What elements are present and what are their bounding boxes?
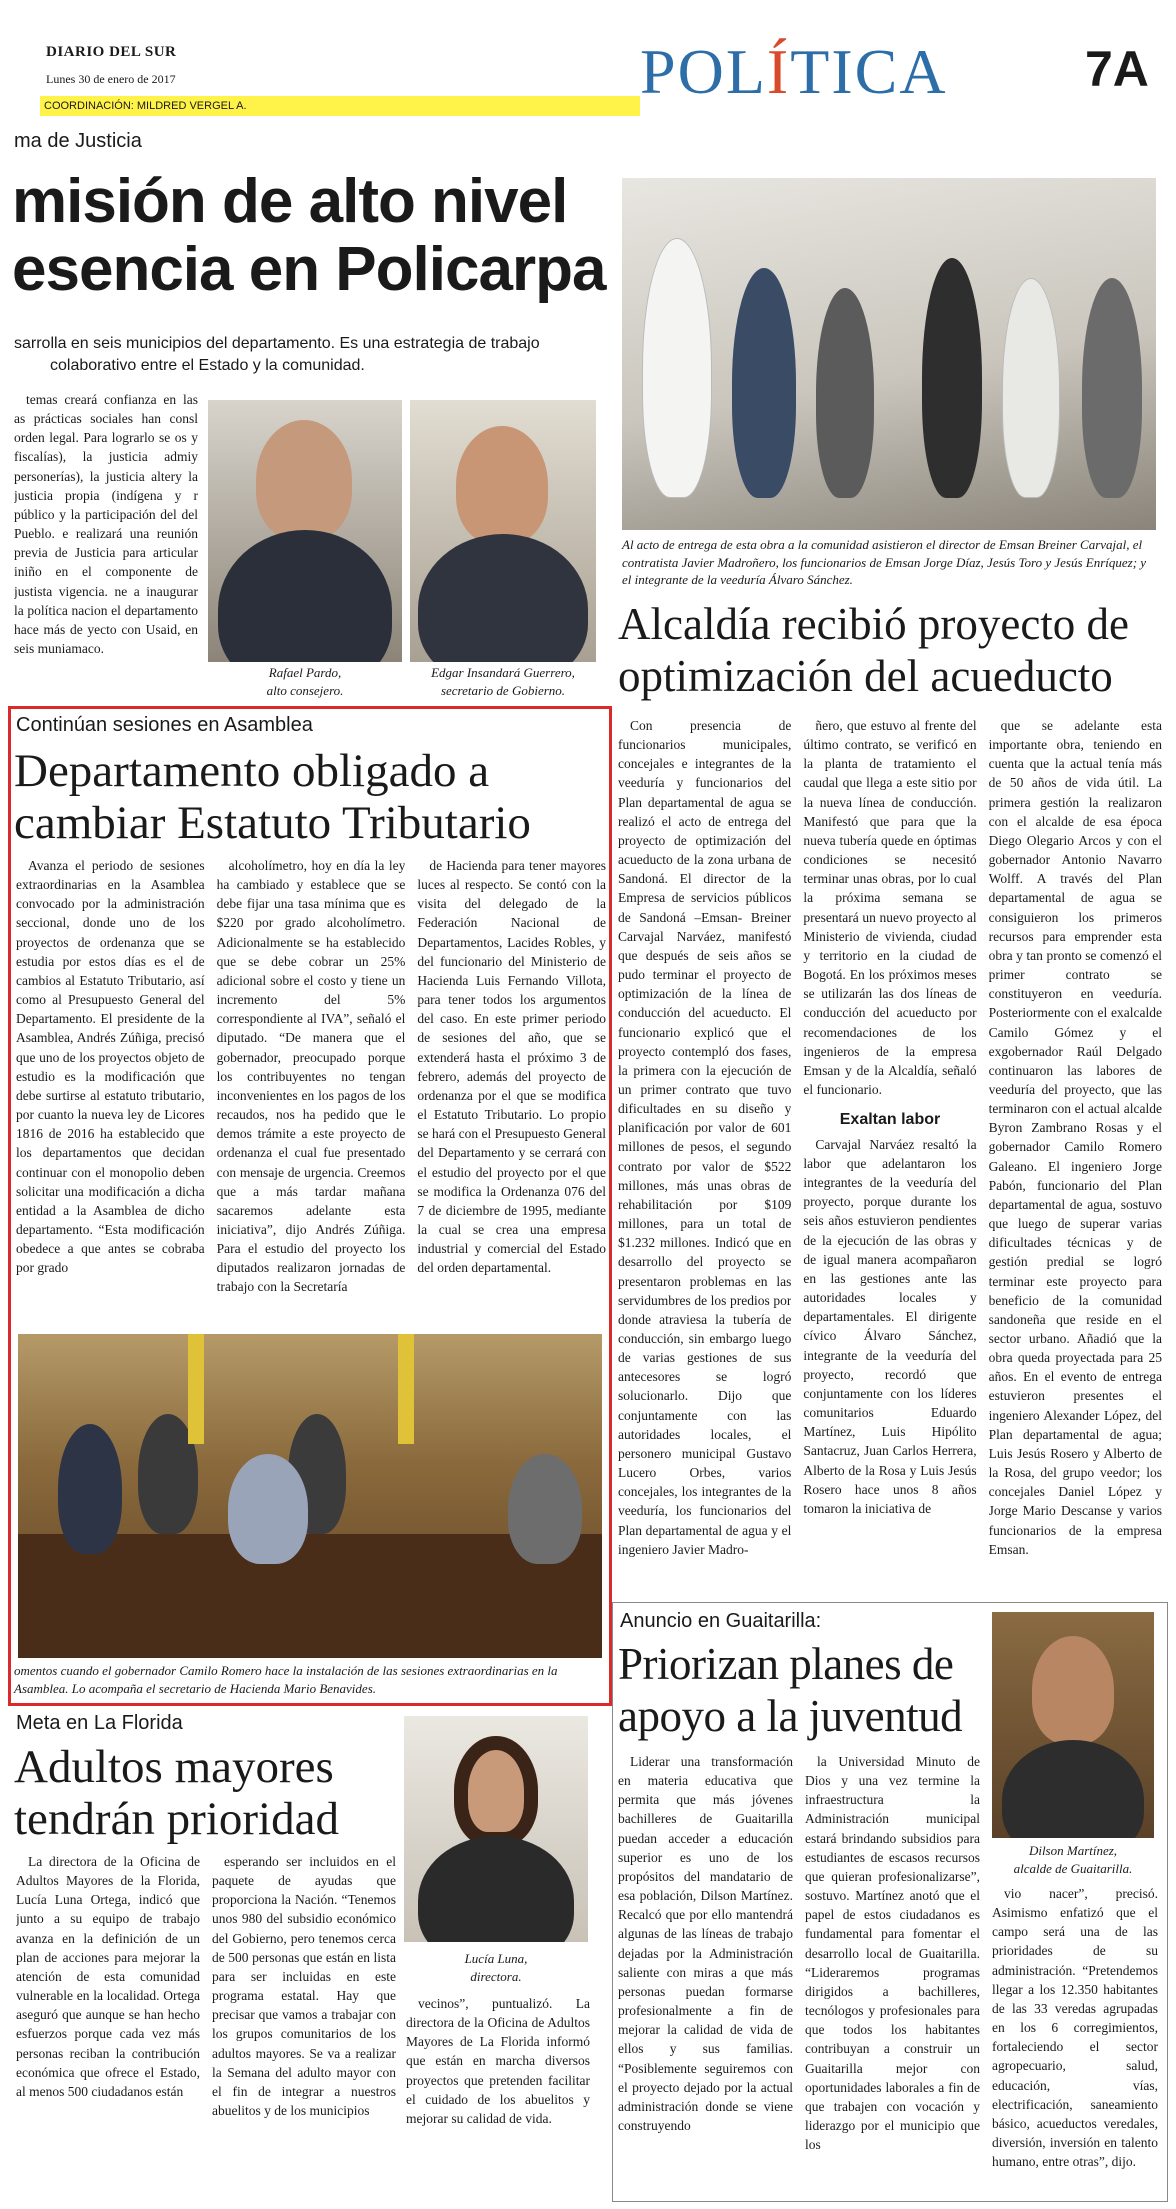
- justicia-subhead-2: colaborativo entre el Estado y la comunidad.: [50, 357, 365, 374]
- acueducto-photo: [622, 178, 1156, 530]
- section-title: POLÍTICA: [640, 36, 948, 107]
- florida-headline-1: Adultos mayores: [14, 1741, 334, 1793]
- coordination-bar: [40, 96, 640, 116]
- acueducto-body: Con presencia de funcionarios municipales, concejales e integrantes de la veeduría y funcionarios del Plan departamental de agua se realizó el acto de entrega del proyecto de optimización del acueducto de la zona urbana de Sandoná. El director de la Empresa de servicios públicos de Sandoná –Emsan- Breiner Carvajal Narváez, manifestó que después de seis años se pudo terminar el proyecto de optimización de la línea de conducción del acueducto. El funcionario explicó que el proyecto contempló dos fases, la primera con la ejecución de un primer contrato que tuvo dificultades en su diseño y planificación por valor de 601 millones de pesos, el segundo contrato por valor de $522 millones, más unas obras de rehabilitación por $109 millones, para un total de $1.232 millones. Indicó que en desarrollo del proyecto se presentaron problemas en las servidumbres de los predios por donde atraviesa la tubería de conducción, sin embargo luego de varias gestiones de sus antecesores se logró solucionarlo. Dijo que conjuntamente con las autoridades locales, el personero municipal Gustavo Lucero Orbes, varios concejales, los integrantes de la veeduría, los funcionarios del Plan departamental de agua y el ingeniero Javier Madro- ñero, que estuvo al frente del último contrato, se verificó en la planta de tratamiento el caudal que llega a este sitio por la nueva línea de conducción. Manifestó que para que la nueva tubería quede en óptimas condiciones se necesitó terminar unas obras, por lo cual la próxima semana se presentará un nuevo proyecto al Ministerio de vivienda, ciudad y territorio en la ciudad de Bogotá. En los próximos meses se utilizarán las dos líneas de conducción del acueducto por recomendaciones de los ingenieros de la empresa Emsan y de la Alcaldía, señaló el funcionario. Exaltan labor Carvajal Narváez resaltó la labor que adelantaron los integrantes de la veeduría del proyecto, porque durante los seis años estuvieron pendientes de la ejecución de las obras y de igual manera acompañaron en las gestiones ante las autoridades locales y departamentales. El dirigente cívico Álvaro Sánchez, integrante de la veeduría del proyecto, recordó que conjuntamente con los líderes comunitarios Eduardo Martínez, Luis Hipólito Santacruz, Juan Carlos Herrera, Alberto de la Rosa y Luis Jesús Rosero hace unos 8 años tomaron la iniciativa de que se adelante esta importante obra, teniendo en cuenta que la actual tenía más de 50 años de vida útil. La primera gestión la realizaron con el alcalde de esa época Diego Olegario Arcos y con el gobernador Antonio Navarro Wolff. A través del Plan departamental de agua se consiguieron los primeros recursos para emprender esta obra y tan pronto se comenzó el primer contrato se constituyeron en veeduría. Posteriormente con el exalcalde Camilo Gómez y el exgobernador Raúl Delgado continuaron las labores de veeduría del proyecto, que las terminaron con el actual alcalde Byron Zambrano Rosas y el gobernador Camilo Romero Galeano. El ingeniero Jorge Pabón, funcionario del Plan departamental de agua, sostuvo que luego de superar varias dificultades técnicas y de gestión predial se logró terminar este proyecto para beneficio de la comunidad sandoneña que reside en el sector urbano. Añadió que la obra queda proyectada para 25 años. En el evento de entrega estuvieron presentes el ingeniero Alexander López, del Plan departamental de agua; Luis Jesús Rosero y Alberto de la Rosa, del grupo veedor; los concejales Daniel López y Jorge Mario Descanse y varios funcionarios de la empresa Emsan.: [618, 718, 1162, 1557]
- florida-body-right: vecinos”, puntualizó. La directora de la Oficina de Adultos Mayores de La Florida informó que están en marcha diversos proyectos que pretenden facilitar el cuidado de los abuelitos y mejorar su calidad de vida.: [406, 1996, 590, 2126]
- justicia-body: temas creará confianza en las as prácticas sociales han consl orden legal. Para lograrlo se os y fiscalías), la justicia admiy personerías), la justicia altery la justicia propia (indígena y r público y la participación del del Pueblo. e realizará una reunión previa de Justicia para articular iniño en el componente de justista vigencia. ne a inaugurar la política nacion el departamento hace más de yecto con Usaid, en seis muniamaco.: [14, 392, 198, 657]
- issue-date: Lunes 30 de enero de 2017: [46, 72, 176, 86]
- dilson-martinez-photo: [992, 1612, 1154, 1838]
- estatuto-headline-1: Departamento obligado a: [14, 745, 490, 797]
- justicia-kicker: ma de Justicia: [14, 130, 142, 152]
- florida-body-left: La directora de la Oficina de Adultos Mayores de la Florida, Lucía Luna Ortega, indicó que junto a su equipo de trabajo avanza en la definición de un plan de acciones para mejorar la atención de esta comunidad vulnerable en la localidad. Ortega aseguró que aunque se han hecho esfuerzos porque cada vez más personas reciban la contribución económica que ofrece el Estado, al menos 500 ciudadanos están esperando ser incluidos en el paquete de ayudas que proporciona la Nación. “Tenemos unos 980 del subsidio económico del Gobierno, pero tenemos cerca de 500 personas que están en lista para ser incluidas en este programa estatal. Hay que precisar que vamos a trabajar con los grupos comunitarios de los adultos mayores. Se va a realizar la Semana del adulto mayor con el fin de integrar a nuestros abuelitos y de los municipios: [16, 1854, 396, 2119]
- caption-lucia: Lucía Luna, directora.: [464, 1951, 528, 1984]
- lucia-luna-photo: [404, 1716, 588, 1942]
- florida-kicker: Meta en La Florida: [16, 1712, 183, 1734]
- florida-headline-2: tendrán prioridad: [14, 1793, 339, 1845]
- newspaper-name: DIARIO DEL SUR: [46, 44, 177, 60]
- edgar-insandara-photo: [410, 400, 596, 662]
- asamblea-photo-caption: omentos cuando el gobernador Camilo Romero hace la instalación de las sesiones extraordinarias en la Asamblea. Lo acompaña el secretario de Hacienda Mario Benavides.: [14, 1663, 558, 1696]
- justicia-headline-1: misión de alto nivel: [12, 167, 568, 236]
- acueducto-headline-2: optimización del acueducto: [618, 651, 1113, 701]
- estatuto-kicker: Continúan sesiones en Asamblea: [16, 714, 313, 736]
- estatuto-headline-2: cambiar Estatuto Tributario: [14, 797, 531, 849]
- justicia-subhead-1: sarrolla en seis municipios del departamento. Es una estrategia de trabajo: [14, 335, 540, 352]
- guaitarilla-kicker: Anuncio en Guaitarilla:: [620, 1610, 822, 1632]
- estatuto-body: Avanza el periodo de sesiones extraordinarias en la Asamblea convocado por la administración seccional, donde uno de los proyectos de ordenanza que se estudia por estos días es el de cambios al Estatuto Tributario, así como al Presupuesto General del Departamento. El presidente de la Asamblea, Andrés Zúñiga, precisó que uno de los proyectos objeto de estudio es la modificación que debe surtirse al estatuto tributario, por cuanto la nueva ley de Licores 1816 de 2016 ha establecido que los departamentos que decidan continuar con el monopolio deben solicitar una modificación a dicha entidad a la Asamblea de dicho departamento. “Esta modificación obedece a que antes se cobraba por grado alcoholímetro, hoy en día la ley ha cambiado y establece que se debe fijar una tasa mínima que es $220 por grado alcoholímetro. Adicionalmente se ha establecido que se debe cobrar un 25% adicional sobre el costo y tiene un incremento del 5% correspondiente al IVA”, señaló el diputado. “De manera que el gobernador, preocupado porque los contribuyentes no tengan inconvenientes en los pagos de los recaudos, nos ha pedido que le demos trámite a este proyecto de ordenanza el cual fue presentado con mensaje de urgencia. Creemos que a más tardar mañana sacaremos adelante esta iniciativa”, dijo Andrés Zúñiga. Para el estudio del proyecto los diputados realizaron jornadas de trabajo con la Secretaría de Hacienda para tener mayores luces al respecto. Se contó con la visita del delegado de la Federación Nacional de Departamentos, Lacides Robles, y del funcionario del Ministerio de Hacienda Luis Fernando Villota, para tener todos los argumentos del caso. En este primer periodo de sesiones del año, que se extenderá hasta el próximo 3 de febrero, además del proyecto de ordenanza por el que se modifica el Estatuto Tributario. Lo propio se hará con el Presupuesto General del Departamento y se cerrará con el estudio del proyecto por el que se modifica la Ordenanza 076 del 7 de diciembre de 1995, mediante la cual se crea una empresa industrial y comercial del Estado del orden departamental.: [16, 858, 606, 1295]
- acueducto-headline-1: Alcaldía recibió proyecto de: [618, 599, 1130, 649]
- page-number: 7A: [1085, 41, 1149, 97]
- coordination-text: COORDINACIÓN: MILDRED VERGEL A.: [44, 100, 247, 112]
- caption-dilson: Dilson Martínez, alcalde de Guaitarilla.: [1013, 1843, 1133, 1876]
- guaitarilla-body-right: vio nacer”, precisó. Asimismo enfatizó que el campo será una de las prioridades de su administración. “Pretendemos llegar a los 12.350 habitantes de las 33 veredas agrupadas en los 6 corregimientos, fortaleciendo el sector agropecuario, salud, educación, vías, electrificación, saneamiento básico, acueductos veredales, diversión, inversión en talento humano, entre otras”, dijo.: [992, 1886, 1158, 2170]
- acueducto-photo-caption: Al acto de entrega de esta obra a la comunidad asistieron el director de Emsan Breiner Carvajal, el contratista Javier Madroñero, los funcionarios de Emsan Jorge Díaz, Jesús Toro y Jesús Enríquez; y el integrante de la veeduría Álvaro Sánchez.: [622, 537, 1147, 588]
- guaitarilla-body-left: Liderar una transformación en materia educativa que permita que más jóvenes bachilleres de Guaitarilla puedan acceder a educación superior es uno de los propósitos del mandatario de esa población, Dilson Martínez. Recalcó que por ello mantendrá algunas de las líneas de trabajo dejadas por la Administración saliente con miras a que más personas puedan formarse profesionalmente a fin de mejorar la calidad de vida de ellos y sus familias. “Posiblemente seguiremos con el proyecto dejado por la actual administración donde se viene construyendo la Universidad Minuto de Dios y una vez termine la infraestructura la Administración municipal estará brindando subsidios para estudiantes de escasos recursos que quieran profesionalizarse”, sostuvo. Martínez anotó que el papel de estos ciudadanos es fundamental para fomentar el desarrollo local de Guaitarilla. “Lideraremos programas dirigidos a bachilleres, tecnólogos y profesionales para que todos los habitantes contribuyan a construir un Guaitarilla mejor con oportunidades laborales a fin de que trabajen con vocación y liderazgo por el municipio que los: [618, 1754, 980, 2153]
- caption-rafael: Rafael Pardo, alto consejero.: [266, 665, 344, 698]
- asamblea-photo: [18, 1334, 602, 1658]
- caption-edgar: Edgar Insandará Guerrero, secretario de Gobierno.: [431, 665, 575, 698]
- guaitarilla-headline-2: apoyo a la juventud: [618, 1691, 963, 1741]
- guaitarilla-headline-1: Priorizan planes de: [618, 1639, 954, 1689]
- rafael-pardo-photo: [208, 400, 402, 662]
- crosshead-exaltan-labor: Exaltan labor: [839, 1111, 941, 1129]
- justicia-headline-2: esencia en Policarpa: [12, 235, 606, 304]
